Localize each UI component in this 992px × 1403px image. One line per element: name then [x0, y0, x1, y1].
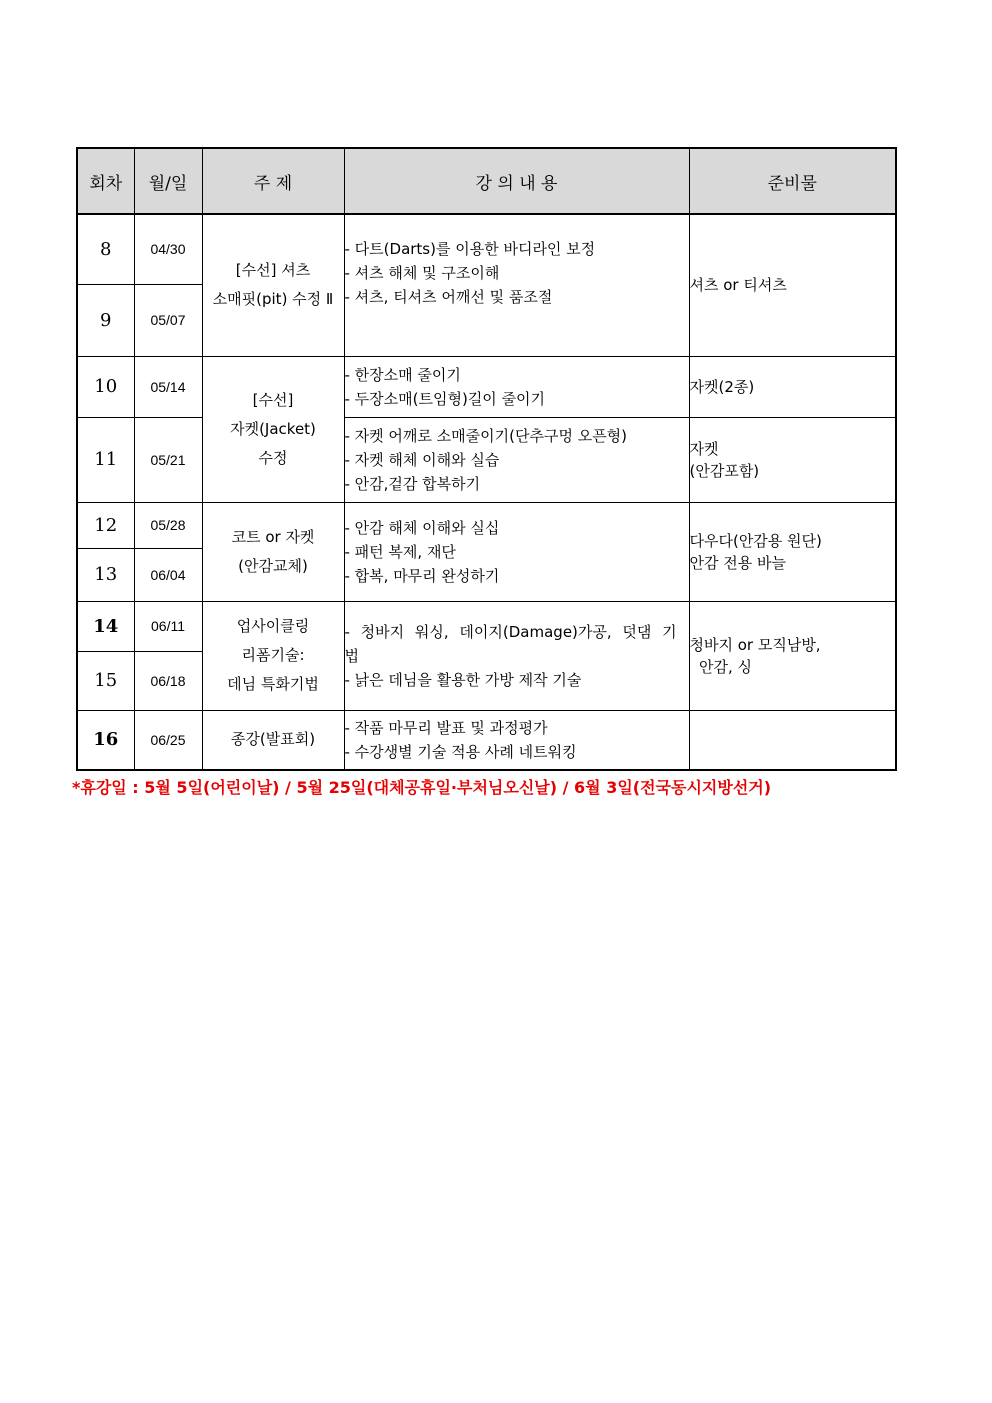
- session-date: 06/11: [134, 601, 202, 651]
- content-line: - 다트(Darts)를 이용한 바디라인 보정: [344, 240, 596, 258]
- content-line: - 안감,겉감 합복하기: [344, 474, 481, 493]
- topic-line: 업사이클링: [236, 617, 310, 635]
- content-cell: [344, 601, 689, 710]
- topic-cell: [202, 214, 344, 356]
- session-date: 06/04: [134, 548, 202, 601]
- topic-cell: [202, 356, 344, 502]
- content-line: - 자켓 해체 이해와 실습: [344, 450, 500, 469]
- session-number: 12: [77, 502, 134, 548]
- materials-line: 청바지 or 모직남방,: [689, 635, 821, 654]
- session-number: 15: [77, 651, 134, 710]
- content-cell: [344, 502, 689, 601]
- topic-cell: [202, 502, 344, 601]
- session-date: 04/30: [134, 214, 202, 284]
- topic-line: 데님 특화기법: [227, 675, 319, 693]
- table-row: [77, 356, 896, 417]
- content-line: - 패턴 복제, 재단: [344, 542, 456, 561]
- session-number: 11: [77, 417, 134, 502]
- session-number: 14: [77, 601, 134, 651]
- topic-line: 리폼기술:: [241, 646, 305, 664]
- table-row: [77, 214, 896, 284]
- materials-cell: [689, 417, 896, 502]
- session-date: 05/28: [134, 502, 202, 548]
- topic-line: 코트 or 자켓: [231, 527, 315, 546]
- course-schedule-table: [76, 147, 897, 771]
- materials-cell: [689, 601, 896, 710]
- session-number: 13: [77, 548, 134, 601]
- content-cell: [344, 214, 689, 356]
- table-row: [77, 502, 896, 548]
- content-cell: [344, 710, 689, 770]
- session-number: 10: [77, 356, 134, 417]
- table-header-row: [77, 148, 896, 214]
- topic-line: 자켓(Jacket): [230, 419, 316, 438]
- topic-cell: [202, 601, 344, 710]
- topic-line: [수선]: [252, 390, 294, 409]
- content-cell: [344, 417, 689, 502]
- session-number: 8: [77, 214, 134, 284]
- header-date: 월/일: [134, 148, 202, 214]
- materials-line: 자켓(2종): [689, 377, 755, 396]
- materials-line: 안감 전용 바늘: [689, 553, 786, 572]
- holiday-note: *휴강일 : 5월 5일(어린이날) / 5월 25일(대체공휴일·부처님오신날) / 6월 3일(전국동시지방선거): [72, 778, 772, 797]
- materials-cell: [689, 356, 896, 417]
- session-date: 05/07: [134, 284, 202, 356]
- session-number: 16: [77, 710, 134, 770]
- topic-line: 소매핏(pit) 수정 Ⅱ: [212, 290, 334, 309]
- content-line: - 셔츠, 티셔츠 어깨선 및 품조절: [344, 288, 553, 306]
- session-date: 05/14: [134, 356, 202, 417]
- topic-line: (안감교체): [238, 556, 308, 575]
- materials-cell: [689, 502, 896, 601]
- materials-cell: [689, 214, 896, 356]
- content-line: - 두장소매(트임형)길이 줄이기: [344, 389, 546, 408]
- content-line: - 합복, 마무리 완성하기: [344, 566, 500, 585]
- materials-line: 다우다(안감용 원단): [689, 531, 822, 550]
- materials-line: 셔츠 or 티셔츠: [689, 276, 787, 295]
- table-row: [77, 417, 896, 502]
- table-row: [77, 601, 896, 651]
- header-materials: 준비물: [689, 148, 896, 214]
- content-line: - 작품 마무리 발표 및 과정평가: [344, 718, 548, 737]
- topic-cell: [202, 710, 344, 770]
- materials-line: 자켓: [689, 439, 719, 458]
- topic-line: 수정: [258, 448, 288, 467]
- content-line: - 셔츠 해체 및 구조이해: [344, 264, 500, 282]
- header-session: 회차: [77, 148, 134, 214]
- session-date: 06/25: [134, 710, 202, 770]
- materials-line: (안감포함): [689, 461, 760, 480]
- table-row: [77, 710, 896, 770]
- header-content: 강 의 내 용: [344, 148, 689, 214]
- content-line: - 자켓 어깨로 소매줄이기(단추구멍 오픈형): [344, 426, 628, 445]
- content-cell: [344, 356, 689, 417]
- session-date: 05/21: [134, 417, 202, 502]
- topic-line: [수선] 셔츠: [235, 261, 311, 280]
- topic-line: 종강(발표회): [230, 730, 316, 749]
- header-topic: 주 제: [202, 148, 344, 214]
- content-line: - 안감 해체 이해와 실십: [344, 518, 500, 537]
- materials-cell: [689, 710, 896, 770]
- materials-line: 안감, 싱: [689, 657, 753, 676]
- content-line: - 낡은 데님을 활용한 가방 제작 기술: [344, 670, 582, 689]
- session-number: 9: [77, 284, 134, 356]
- content-line: - 수강생별 기술 적용 사례 네트워킹: [344, 742, 577, 761]
- content-line: - 청바지 워싱, 데이지(Damage)가공, 덧댐 기법: [344, 622, 677, 665]
- session-date: 06/18: [134, 651, 202, 710]
- content-line: - 한장소매 줄이기: [344, 365, 461, 384]
